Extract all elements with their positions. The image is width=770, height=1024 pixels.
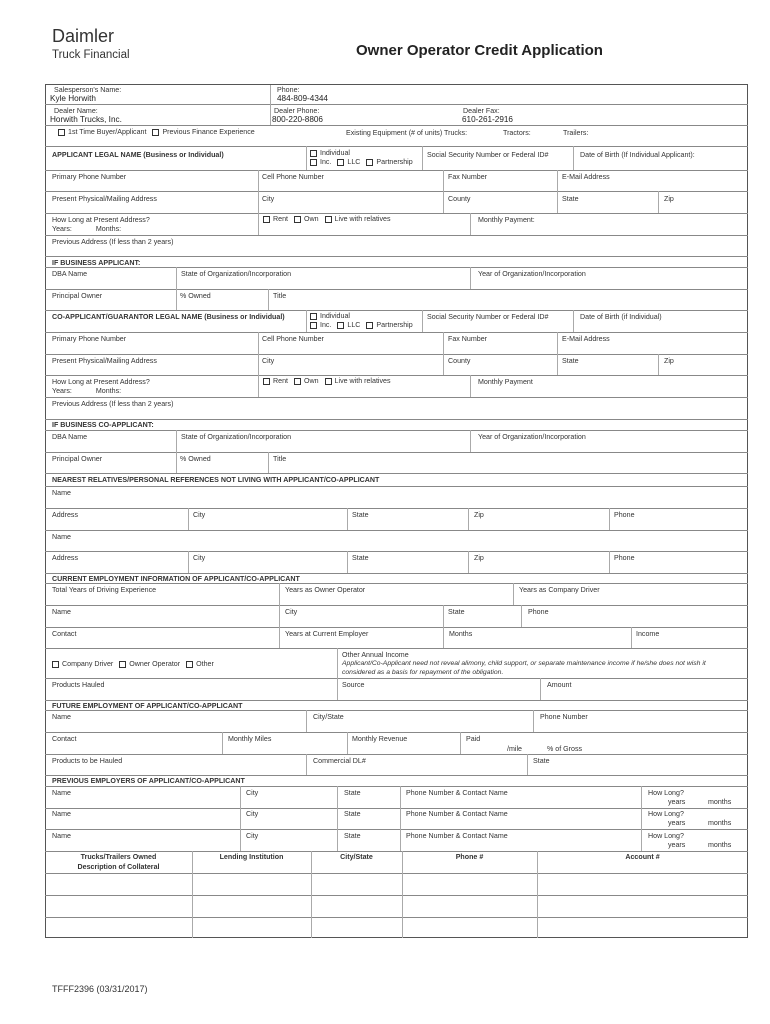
- applicant-years-months: [52, 225, 121, 234]
- applicant-fax-label: Fax Number: [448, 173, 488, 181]
- total-years-driving-label: Total Years of Driving Experience: [52, 586, 157, 594]
- future-city-state-label: City/State: [313, 713, 344, 721]
- years-owner-operator-label: Years as Owner Operator: [285, 586, 366, 594]
- brand-subtitle: Truck Financial: [52, 49, 130, 61]
- applicant-county-label: County: [448, 195, 471, 203]
- coapp-own-checkbox[interactable]: Own: [294, 377, 319, 386]
- products-to-haul-label: Products to be Hauled: [52, 757, 123, 765]
- income-disclaimer-line1: Applicant/Co-Applicant need not reveal alimony, child support, or separate maintenance income if he/she does not wish it: [342, 660, 706, 667]
- applicant-email-label: E-Mail Address: [562, 173, 610, 181]
- applicant-entity-row2: [310, 158, 417, 168]
- relative1-phone-label: Phone: [614, 511, 635, 519]
- page-title: Owner Operator Credit Application: [356, 42, 603, 59]
- co-title-label: Title: [273, 455, 287, 463]
- coapp-cell-phone-label: Cell Phone Number: [262, 335, 324, 343]
- relative2-zip-label: Zip: [474, 554, 484, 562]
- future-phone-label: Phone Number: [540, 713, 588, 721]
- company-driver-checkbox[interactable]: Company Driver: [52, 660, 113, 669]
- coapp-address-label: Present Physical/Mailing Address: [52, 357, 157, 365]
- employer-phone-label: Phone: [528, 608, 549, 616]
- per-mile-label: /mile: [507, 745, 522, 753]
- checkbox-icon: [310, 150, 317, 157]
- prev3-state-label: State: [344, 832, 361, 840]
- own-checkbox[interactable]: Own: [294, 215, 319, 224]
- relative2-address-label: Address: [52, 554, 79, 562]
- checkbox-icon: [325, 216, 332, 223]
- prev2-phone-contact-label: Phone Number & Contact Name: [406, 810, 508, 818]
- prev3-years-label: years: [668, 841, 686, 849]
- coapp-entity-row2: [310, 321, 417, 331]
- relative1-state-label: State: [352, 511, 369, 519]
- owner-operator-checkbox[interactable]: Owner Operator: [119, 660, 180, 669]
- applicant-state-label: State: [562, 195, 579, 203]
- coapp-county-label: County: [448, 357, 471, 365]
- income-source-label: Source: [342, 681, 365, 689]
- coapp-primary-phone-label: Primary Phone Number: [52, 335, 127, 343]
- applicant-zip-label: Zip: [664, 195, 674, 203]
- prev3-phone-contact-label: Phone Number & Contact Name: [406, 832, 508, 840]
- relative1-city-label: City: [193, 511, 206, 519]
- first-time-buyer-checkbox[interactable]: 1st Time Buyer/Applicant: [58, 128, 146, 137]
- checkbox-icon: [310, 322, 317, 329]
- prev2-how-long-label: How Long?: [648, 810, 684, 818]
- checkbox-icon: [263, 216, 270, 223]
- applicant-how-long-label: How Long at Present Address?: [52, 216, 150, 224]
- collateral-col1-line1: Trucks/Trailers Owned: [80, 853, 157, 861]
- dealer-phone-value[interactable]: 800-220-8806: [272, 115, 323, 124]
- pct-gross-label: % of Gross: [547, 745, 583, 753]
- prev1-phone-contact-label: Phone Number & Contact Name: [406, 789, 508, 797]
- relative1-name-label: Name: [52, 489, 71, 497]
- prev2-years-label: years: [668, 819, 686, 827]
- title-label: Title: [273, 292, 287, 300]
- dealer-fax-value[interactable]: 610-261-2916: [462, 115, 513, 124]
- relative2-name-label: Name: [52, 533, 71, 541]
- monthly-miles-label: Monthly Miles: [228, 735, 272, 743]
- dealer-name-label: Dealer Name:: [54, 107, 98, 115]
- prev2-name-label: Name: [52, 810, 71, 818]
- coapp-zip-label: Zip: [664, 357, 674, 365]
- commercial-dl-label: Commercial DL#: [313, 757, 366, 765]
- paid-label: Paid: [466, 735, 481, 743]
- prev3-months-label: months: [708, 841, 732, 849]
- checkbox-icon: [119, 661, 126, 668]
- tractors-label: Tractors:: [503, 129, 531, 137]
- phone-value[interactable]: 484-809-4344: [277, 94, 328, 103]
- dealer-phone-label: Dealer Phone:: [274, 107, 320, 115]
- coapp-llc-checkbox[interactable]: LLC: [337, 321, 360, 330]
- employer-income-label: Income: [636, 630, 660, 638]
- co-dba-name-label: DBA Name: [52, 433, 88, 441]
- other-annual-income-label: Other Annual Income: [342, 651, 409, 659]
- existing-equipment-label: Existing Equipment (# of units) Trucks:: [346, 129, 468, 137]
- other-checkbox[interactable]: Other: [186, 660, 214, 669]
- dba-name-label: DBA Name: [52, 270, 88, 278]
- prev1-months-label: months: [708, 798, 732, 806]
- employer-contact-label: Contact: [52, 630, 77, 638]
- future-state-label: State: [533, 757, 550, 765]
- checkbox-icon: [186, 661, 193, 668]
- applicant-legal-name-label: APPLICANT LEGAL NAME (Business or Individual): [52, 151, 224, 159]
- applicant-ssn-label: Social Security Number or Federal ID#: [427, 151, 549, 159]
- applicant-previous-address-label: Previous Address (If less than 2 years): [52, 238, 174, 246]
- years-current-employer-label: Years at Current Employer: [285, 630, 369, 638]
- months-label: Months:: [95, 387, 122, 395]
- coapp-partnership-checkbox[interactable]: Partnership: [366, 321, 412, 330]
- coapp-years-months: [52, 387, 121, 396]
- checkbox-icon: [294, 378, 301, 385]
- rent-checkbox[interactable]: Rent: [263, 215, 288, 224]
- checkbox-icon: [152, 129, 159, 136]
- trailers-label: Trailers:: [563, 129, 589, 137]
- checkbox-icon: [52, 661, 59, 668]
- checkbox-icon: [263, 378, 270, 385]
- checkbox-icon: [58, 129, 65, 136]
- applicant-monthly-payment-label: Monthly Payment:: [478, 216, 535, 224]
- llc-checkbox[interactable]: LLC: [337, 158, 360, 167]
- relative2-city-label: City: [193, 554, 206, 562]
- checkbox-icon: [366, 322, 373, 329]
- coapp-city-label: City: [262, 357, 275, 365]
- years-label: Years:: [52, 225, 72, 233]
- products-hauled-label: Products Hauled: [52, 681, 105, 689]
- future-name-label: Name: [52, 713, 71, 721]
- applicant-primary-phone-label: Primary Phone Number: [52, 173, 127, 181]
- buyer-options: [58, 128, 259, 138]
- coapp-residence-options: [263, 377, 395, 387]
- collateral-city-state-header: City/State: [340, 853, 373, 861]
- salesperson-value[interactable]: Kyle Horwith: [50, 94, 96, 103]
- coapp-ssn-label: Social Security Number or Federal ID#: [427, 313, 549, 321]
- year-org-label: Year of Organization/Incorporation: [478, 270, 586, 278]
- prev1-years-label: years: [668, 798, 686, 806]
- coapp-email-label: E-Mail Address: [562, 335, 610, 343]
- income-amount-label: Amount: [547, 681, 572, 689]
- prev1-state-label: State: [344, 789, 361, 797]
- relative2-state-label: State: [352, 554, 369, 562]
- dealer-name-value[interactable]: Horwith Trucks, Inc.: [50, 115, 122, 124]
- state-org-label: State of Organization/Incorporation: [181, 270, 292, 278]
- current-employment-heading: CURRENT EMPLOYMENT INFORMATION OF APPLICANT/CO-APPLICANT: [52, 575, 300, 583]
- salesperson-label: Salesperson's Name:: [54, 86, 122, 94]
- applicant-address-label: Present Physical/Mailing Address: [52, 195, 157, 203]
- employer-months-label: Months: [449, 630, 473, 638]
- live-with-relatives-checkbox[interactable]: Live with relatives: [325, 215, 391, 224]
- prev1-how-long-label: How Long?: [648, 789, 684, 797]
- previous-employers-heading: PREVIOUS EMPLOYERS OF APPLICANT/CO-APPLICANT: [52, 777, 245, 785]
- employer-name-label: Name: [52, 608, 71, 616]
- coapp-live-with-relatives-checkbox[interactable]: Live with relatives: [325, 377, 391, 386]
- prev3-how-long-label: How Long?: [648, 832, 684, 840]
- principal-owner-label: Principal Owner: [52, 292, 103, 300]
- prev3-name-label: Name: [52, 832, 71, 840]
- checkbox-icon: [310, 313, 317, 320]
- co-pct-owned-label: % Owned: [180, 455, 211, 463]
- form-id: TFFF2396 (03/31/2017): [52, 984, 148, 994]
- coapp-monthly-payment-label: Monthly Payment: [478, 378, 533, 386]
- pct-owned-label: % Owned: [180, 292, 211, 300]
- dealer-fax-label: Dealer Fax:: [463, 107, 500, 115]
- monthly-revenue-label: Monthly Revenue: [352, 735, 408, 743]
- applicant-dob-label: Date of Birth (If Individual Applicant):: [580, 151, 695, 159]
- collateral-col1-line2: Description of Collateral: [77, 863, 160, 871]
- years-label: Years:: [52, 387, 72, 395]
- prev1-name-label: Name: [52, 789, 71, 797]
- months-label: Months:: [95, 225, 122, 233]
- brand-name: Daimler: [52, 26, 115, 46]
- future-contact-label: Contact: [52, 735, 77, 743]
- business-coapp-heading: IF BUSINESS CO-APPLICANT:: [52, 421, 154, 429]
- coapp-legal-name-label: CO-APPLICANT/GUARANTOR LEGAL NAME (Business or Individual): [52, 313, 285, 321]
- coapp-how-long-label: How Long at Present Address?: [52, 378, 150, 386]
- checkbox-icon: [337, 159, 344, 166]
- driver-type-options: [52, 660, 218, 670]
- prev3-city-label: City: [246, 832, 259, 840]
- partnership-checkbox[interactable]: Partnership: [366, 158, 412, 167]
- coapp-rent-checkbox[interactable]: Rent: [263, 377, 288, 386]
- income-disclaimer-line2: considered as a basis for repayment of the obligation.: [342, 669, 504, 676]
- lending-institution-header: Lending Institution: [219, 853, 284, 861]
- coapp-previous-address-label: Previous Address (If less than 2 years): [52, 400, 174, 408]
- relatives-heading: NEAREST RELATIVES/PERSONAL REFERENCES NOT LIVING WITH APPLICANT/CO-APPLICANT: [52, 476, 380, 484]
- checkbox-icon: [337, 322, 344, 329]
- employer-state-label: State: [448, 608, 465, 616]
- relative1-address-label: Address: [52, 511, 79, 519]
- relative1-zip-label: Zip: [474, 511, 484, 519]
- future-employment-heading: FUTURE EMPLOYMENT OF APPLICANT/CO-APPLICANT: [52, 702, 243, 710]
- co-year-org-label: Year of Organization/Incorporation: [478, 433, 586, 441]
- inc-checkbox[interactable]: Inc.: [310, 158, 331, 167]
- account-number-header: Account #: [625, 853, 660, 861]
- checkbox-icon: [310, 159, 317, 166]
- applicant-city-label: City: [262, 195, 275, 203]
- coapp-individual-checkbox[interactable]: Individual: [310, 312, 350, 321]
- co-principal-owner-label: Principal Owner: [52, 455, 103, 463]
- checkbox-icon: [325, 378, 332, 385]
- years-company-driver-label: Years as Company Driver: [519, 586, 600, 594]
- phone-label: Phone:: [277, 86, 300, 94]
- coapp-state-label: State: [562, 357, 579, 365]
- prev1-city-label: City: [246, 789, 259, 797]
- prev2-city-label: City: [246, 810, 259, 818]
- coapp-fax-label: Fax Number: [448, 335, 488, 343]
- prev2-months-label: months: [708, 819, 732, 827]
- individual-checkbox[interactable]: Individual: [310, 149, 350, 158]
- prev2-state-label: State: [344, 810, 361, 818]
- coapp-dob-label: Date of Birth (if Individual): [580, 313, 662, 321]
- checkbox-icon: [366, 159, 373, 166]
- coapp-inc-checkbox[interactable]: Inc.: [310, 321, 331, 330]
- relative2-phone-label: Phone: [614, 554, 635, 562]
- applicant-residence-options: [263, 215, 395, 225]
- previous-finance-checkbox[interactable]: Previous Finance Experience: [152, 128, 254, 137]
- checkbox-icon: [294, 216, 301, 223]
- co-state-org-label: State of Organization/Incorporation: [181, 433, 292, 441]
- business-applicant-heading: IF BUSINESS APPLICANT:: [52, 259, 141, 267]
- applicant-cell-phone-label: Cell Phone Number: [262, 173, 324, 181]
- collateral-phone-header: Phone #: [455, 853, 484, 861]
- employer-city-label: City: [285, 608, 298, 616]
